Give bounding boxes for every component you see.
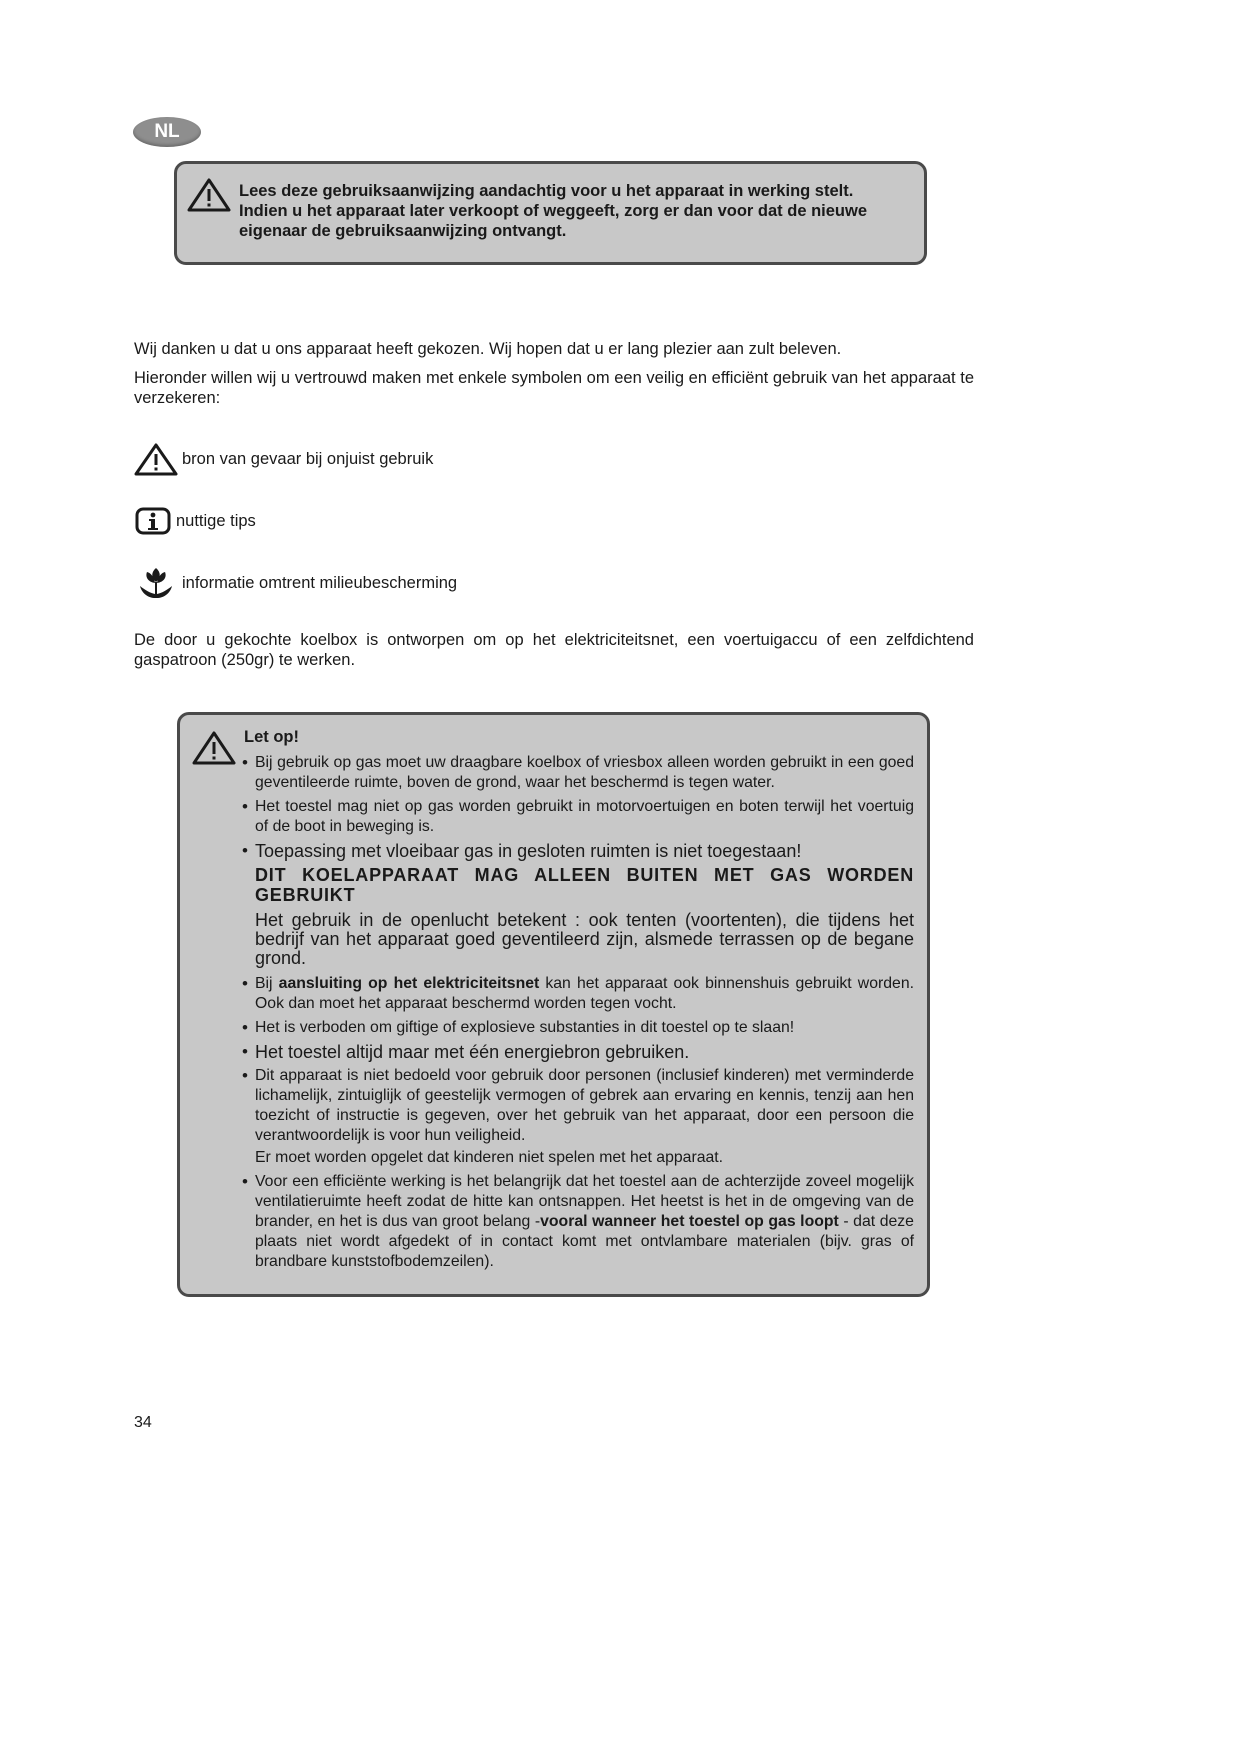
thanks-paragraph: Wij danken u dat u ons apparaat heeft gekozen. Wij hopen dat u er lang plezier aan zult beleven. [134, 340, 842, 358]
symbol-legend-tips [134, 506, 256, 536]
outdoor-definition: Het gebruik in de openlucht betekent : ook tenten (voortenten), die tijdens het bedrijf van het apparaat goed geventileerd zijn, alsmede terrassen op de begane grond. [255, 910, 914, 968]
symbol-label: nuttige tips [176, 511, 256, 530]
warning-bullet: • Het is verboden om giftige of explosieve substanties in dit toestel op te slaan! [244, 1018, 914, 1038]
warning-bullet: • Het toestel mag niet op gas worden gebruikt in motorvoertuigen en boten terwijl het voertuig of de boot in beweging is. [244, 797, 914, 837]
gas-outdoor-notice: DIT KOELAPPARAAT MAG ALLEEN BUITEN MET GAS WORDEN GEBRUIKT [255, 865, 914, 905]
warning-bullet: • Toepassing met vloeibaar gas in gesloten ruimten is niet toegestaan! [244, 841, 914, 861]
warning-bullet: • Bij aansluiting op het elektriciteitsnet kan het apparaat ook binnenshuis gebruikt worden. Ook dan moet het apparaat beschermd worden tegen vocht. [244, 974, 914, 1014]
symbol-legend-danger [134, 442, 433, 476]
warning-content [244, 727, 914, 1276]
warning-triangle-icon [192, 731, 236, 765]
page-number: 34 [134, 1414, 152, 1431]
warning-box [177, 712, 930, 1297]
warning-triangle-icon [187, 178, 231, 212]
symbol-label: informatie omtrent milieubescherming [182, 573, 458, 592]
intro-notice-box [174, 161, 927, 265]
info-icon [134, 506, 172, 536]
symbol-legend-environment [134, 564, 457, 602]
symbols-intro-paragraph: Hieronder willen wij u vertrouwd maken met enkele symbolen om een veilig en efficiënt gebruik van het apparaat te verzekeren: [134, 369, 974, 407]
intro-notice-text: Lees deze gebruiksaanwijzing aandachtig voor u het apparaat in werking stelt. Indien u het apparaat later verkoopt of weggeeft, zorg er dan voor dat de nieuwe eigenaar de gebruiksaanwijzing ontvangt. [239, 182, 868, 240]
warning-bullet: • Het toestel altijd maar met één energiebron gebruiken. [244, 1042, 914, 1062]
symbol-label: bron van gevaar bij onjuist gebruik [182, 449, 434, 468]
language-badge: NL [133, 117, 201, 147]
warning-bullet: • Dit apparaat is niet bedoeld voor gebruik door personen (inclusief kinderen) met verminderde lichamelijk, zintuiglijk of geestelijk vermogen of gebrek aan ervaring en kennis, tenzij aan hen toezicht of instructie is gegeven, over het gebruik van het apparaat, door een persoon die verantwoordelijk is voor hun veiligheid. [244, 1066, 914, 1146]
warning-bullet: • Voor een efficiënte werking is het belangrijk dat het toestel aan de achterzijde zoveel mogelijk ventilatieruimte heeft zodat de hitte kan ontsnappen. Het heetst is het in de omgeving van de brander, en het is dus van groot belang -vooral wanneer het toestel op gas loopt - dat deze plaats niet wordt afgedekt of in contact komt met ontvlambare materialen (bijv. gras of brandbare kunststofbodemzeilen). [244, 1172, 914, 1272]
coolbox-description: De door u gekochte koelbox is ontworpen om op het elektriciteitsnet, een voertuigaccu of een zelfdichtend gaspatroon (250gr) te werken. [134, 631, 974, 669]
warning-bullet: • Bij gebruik op gas moet uw draagbare koelbox of vriesbox alleen worden gebruikt in een goed geventileerde ruimte, boven de grond, waar het beschermd is tegen water. [244, 753, 914, 793]
environment-flower-icon [134, 564, 178, 602]
warning-triangle-icon [134, 442, 178, 476]
warning-bullet-extra: Er moet worden opgelet dat kinderen niet spelen met het apparaat. [255, 1149, 724, 1166]
warning-title: Let op! [244, 728, 299, 746]
